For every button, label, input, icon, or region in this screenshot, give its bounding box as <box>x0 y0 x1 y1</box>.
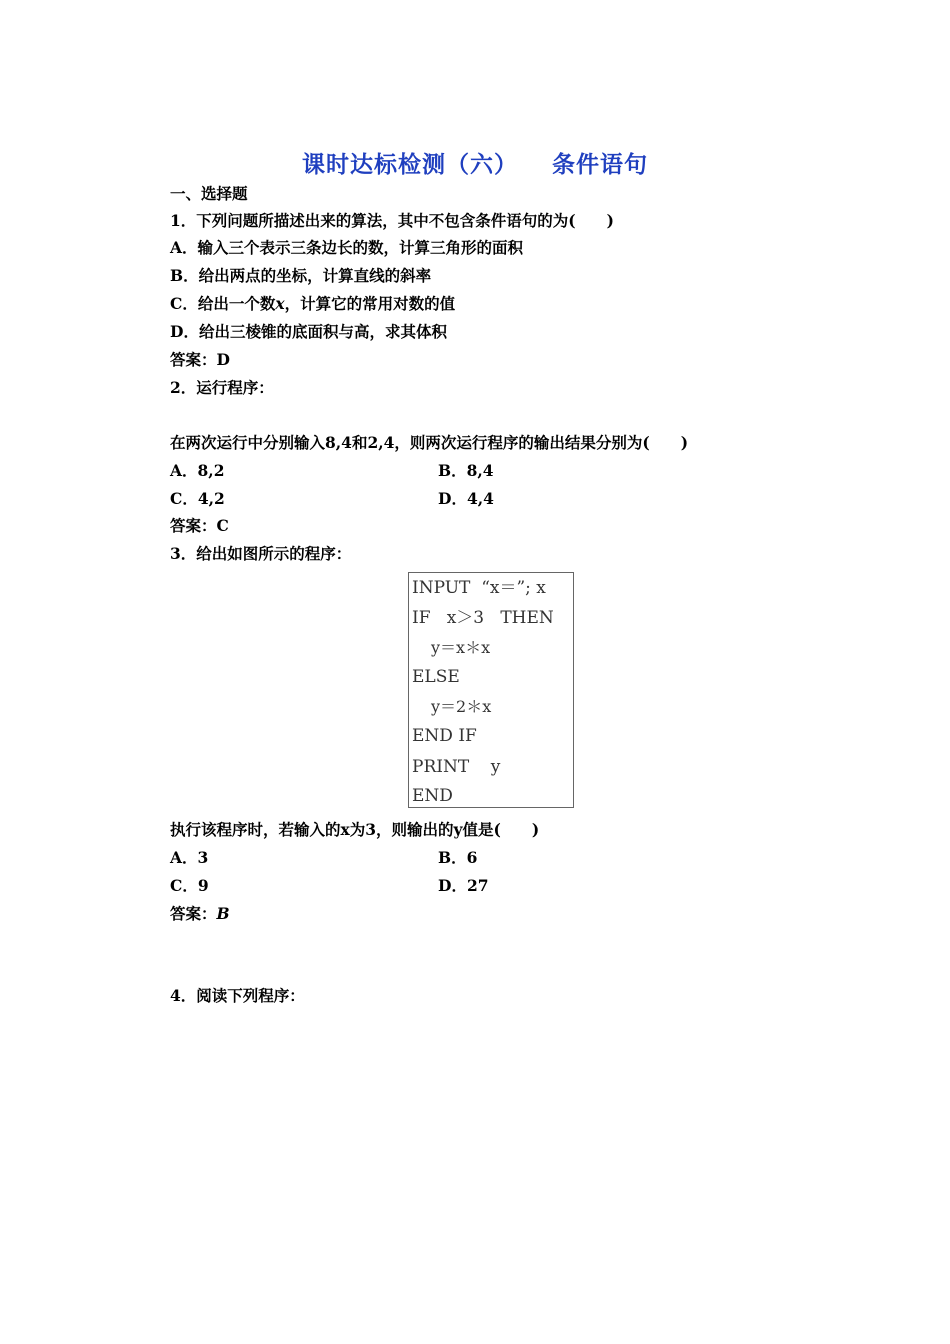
q2-answer: 答案：C <box>170 516 229 535</box>
q3-prompt: 执行该程序时，若输入的x为3，则输出的y值是( ) <box>170 820 540 839</box>
q1-option-b: B．给出两点的坐标，计算直线的斜率 <box>170 266 432 285</box>
code-line: END IF <box>412 726 477 746</box>
title-sub: 条件语句 <box>552 151 648 178</box>
q3-option-c: C．9 <box>170 876 209 895</box>
q3-option-d: D．27 <box>438 876 489 895</box>
q1-option-c-pre: C．给出一个数 <box>170 294 276 313</box>
program-code-box <box>408 572 574 808</box>
code-line: y＝x＊x <box>431 638 491 657</box>
q2-option-d: D．4,4 <box>438 489 494 508</box>
code-line: PRINT y <box>412 757 501 777</box>
q1-option-c <box>170 294 455 314</box>
code-line: y＝2＊x <box>431 697 492 716</box>
q3-option-b: B．6 <box>438 848 478 867</box>
code-line: END <box>412 786 453 806</box>
code-line: ELSE <box>412 667 460 687</box>
title-main: 课时达标检测（六） <box>302 151 518 178</box>
page-title <box>0 146 950 179</box>
q2-option-c: C．4,2 <box>170 489 225 508</box>
q2-prompt: 在两次运行中分别输入8,4和2,4，则两次运行程序的输出结果分别为( ) <box>170 433 689 452</box>
q1-option-c-post: ，计算它的常用对数的值 <box>284 294 456 313</box>
q3-stem: 3．给出如图所示的程序： <box>170 544 352 563</box>
q1-option-c-var: x <box>275 294 285 313</box>
q4-stem: 4．阅读下列程序： <box>170 986 305 1005</box>
q1-answer: 答案：D <box>170 350 230 369</box>
q1-option-d: D．给出三棱锥的底面积与高，求其体积 <box>170 322 447 341</box>
q3-answer-label: 答案： <box>170 904 217 923</box>
q3-option-a: A．3 <box>170 848 209 867</box>
q2-option-b: B．8,4 <box>438 461 494 480</box>
section-heading: 一、选择题 <box>170 184 248 203</box>
q2-stem: 2．运行程序： <box>170 378 274 397</box>
q3-answer <box>170 904 230 924</box>
q3-answer-value: B <box>216 904 230 923</box>
q1-stem: 1．下列问题所描述出来的算法，其中不包含条件语句的为( ) <box>170 211 614 230</box>
q1-option-a: A．输入三个表示三条边长的数，计算三角形的面积 <box>170 238 524 257</box>
code-line: IF x＞3 THEN <box>412 608 554 628</box>
code-line: INPUT “x＝”; x <box>412 578 546 598</box>
q2-option-a: A．8,2 <box>170 461 225 480</box>
